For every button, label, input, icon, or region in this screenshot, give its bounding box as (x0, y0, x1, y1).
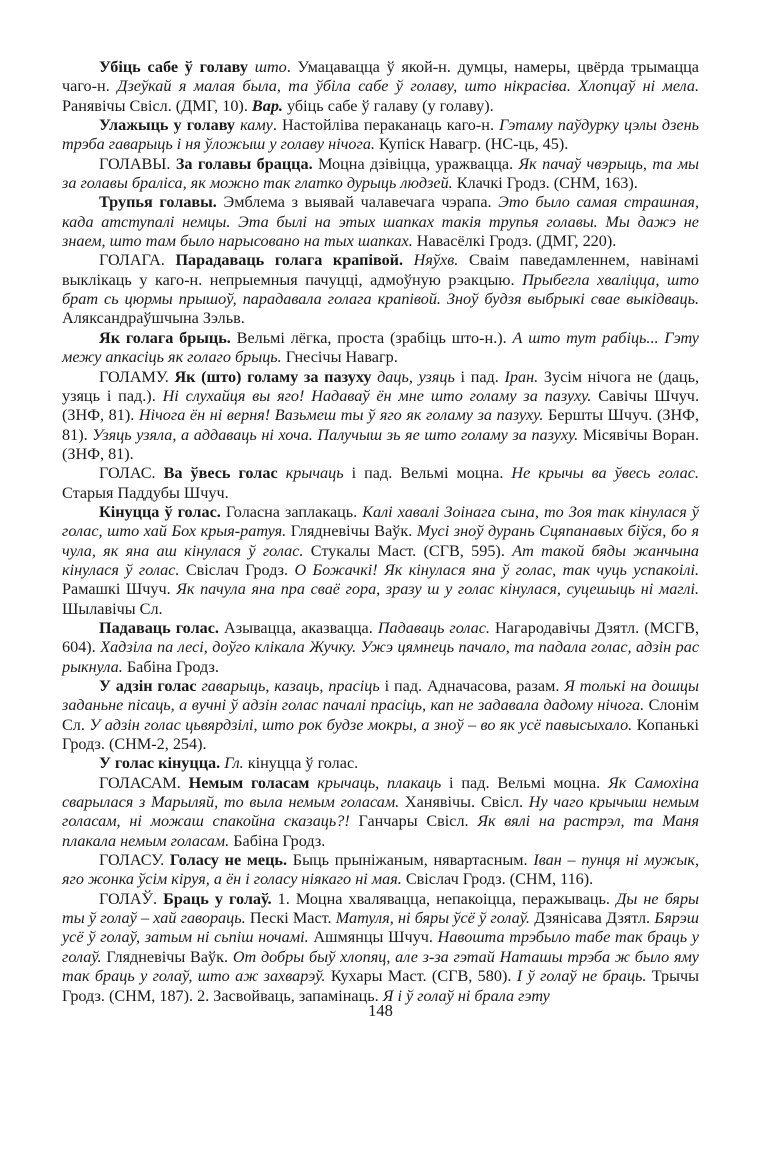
text-run: Ранявічы Свісл. (ДМГ, 10). (62, 96, 252, 115)
text-run: Кухары Маст. (СГВ, 580). (325, 967, 517, 986)
text-run: што (254, 58, 287, 76)
text-run: Як голага брыць. (99, 328, 237, 347)
text-run: Іран. (504, 367, 539, 386)
text-run: Кінуцца ў голас. (99, 502, 226, 521)
text-run: і пад. Адначасова, разам. (379, 677, 565, 695)
text-run: Як вялі на растрэл, та Маня плакала немым голасам. (62, 812, 699, 850)
text-run: ГОЛАВЫ. (99, 154, 176, 173)
text-run: ГОЛАСАМ. (99, 773, 189, 792)
text-run: даць, узяць (377, 367, 455, 386)
text-run: Шылавічы Сл. (62, 599, 163, 618)
text-run: У адзін голас (99, 677, 202, 695)
text-run: Ну чаго крычыш немым голасам, ні можаш спакойна сказаць?! (62, 793, 700, 831)
text-run: крычаць, плакаць (317, 773, 442, 792)
page-body (62, 58, 699, 1006)
text-run: Калі хавалі Зоінага сына, то Зоя так кінулася ў голас, што хай Бох крыя-ратуя. (62, 502, 699, 541)
dictionary-entry-paragraph (62, 677, 699, 754)
text-run: Гл. (224, 754, 244, 773)
text-run: Узяць узяла, а аддаваць ні хоча. Палучыш зь яе што голаму за пазуху. (92, 425, 579, 444)
text-run: Голасна заплакаць. (225, 502, 363, 521)
text-run: Ат такой бяды жанчына кінулася ў голас. (62, 541, 699, 579)
text-run: От добры быў хлопяц, але з-за гэтай Наташы трэба ж было яму так браць у голаў, што аж захварэў. (62, 947, 699, 986)
text-run: Гэтаму паўдурку цэлы дзень трэба гаварыць і ня ўложыш у голаву нічога. (62, 116, 699, 154)
text-run: Гнесічы Навагр. (281, 348, 398, 367)
text-run: Бабіна Гродз. (229, 831, 326, 850)
text-run: Бярэш усё ў голаў, затым ні сьпіш ночамі. (62, 909, 699, 947)
text-run: Місявічы Воран. (ЗНФ, 81). (62, 425, 699, 463)
text-run: убіць сабе ў галаву (у голаву). (282, 96, 494, 115)
dictionary-entry-paragraph (62, 464, 699, 503)
text-run: Навошта трэбыло табе так браць у голаў. (62, 928, 699, 966)
text-run: і пад. Вельмі моцна. (343, 464, 512, 483)
dictionary-entry-paragraph (62, 155, 699, 194)
text-run: Клачкі Гродз. (СНМ, 163). (452, 174, 638, 193)
text-run: Іван – пунця ні мужык, яго жонка ўсім кіруя, а ён і голасу ніякаго ні мая. (62, 851, 700, 889)
text-run: Свіслач Гродз. (СНМ, 116). (401, 870, 594, 889)
text-run: . Умацавацца ў якой-н. думцы, намеры, цвёрда трымацца чаго-н. (62, 58, 699, 96)
dictionary-entry-paragraph (62, 329, 699, 368)
text-run: Я толькі на дошцы заданьне пісаць, а вучні ў адзін голас пачалі прасіць, кап не задавала дадому нічога. (62, 677, 699, 715)
text-run: Ганчары Свісл. (349, 812, 478, 831)
text-run: Голасу не мець. (169, 851, 293, 870)
text-run: Я і ў голаў ні брала гэту (382, 986, 550, 1005)
text-run: каму (240, 116, 273, 135)
text-run: Ні слухайця вы яго! Надаваў ён мне што голаму за пазуху. (162, 386, 592, 405)
text-run: Як пачула яна пра сваё гора, зразу ш у голас кінулася, суцешыць ні маглі. (176, 580, 699, 599)
dictionary-entry-paragraph (62, 193, 699, 251)
text-run: Стукалы Маст. (СГВ, 595). (303, 541, 513, 560)
text-run: гаварыць, казаць, прасіць (201, 677, 380, 695)
text-run: У голас кінуцца. (99, 754, 225, 773)
text-run: Старыя Паддубы Шчуч. (62, 483, 229, 502)
text-run: Вельмі лёгка, проста (зрабіць што-н.). (236, 328, 513, 347)
dictionary-entry-paragraph (62, 851, 699, 890)
dictionary-entry-paragraph (62, 368, 699, 465)
text-run: ГОЛАМУ. (99, 367, 175, 386)
text-run: Парадаваць голага крапівой. (175, 251, 414, 270)
text-run: ГОЛАЎ. (99, 889, 164, 908)
text-run: і пад. (454, 367, 505, 386)
text-run: Глядневічы Ваўк. (286, 522, 417, 541)
text-run: Моцна дзівіцца, уражвацца. (318, 154, 519, 173)
dictionary-entry-paragraph (62, 774, 699, 851)
text-run: Прыбегла хваліцца, што брат сь цюрмы прышоў, парадавала голага крапівой. Зноў будзя выбрыкі свае выкідваць. (62, 270, 699, 309)
text-run: Ва ўвесь голас (163, 464, 286, 483)
text-run: Быць прыніжаным, нявартасным. (292, 851, 534, 870)
text-run: Копанькі Гродз. (СНМ-2, 254). (62, 715, 700, 754)
text-run: Як пачаў чвэрыць, та мы за голавы браліса, як можно так глатко дурыць людзей. (62, 154, 699, 193)
text-run: Пескі Маст. (245, 909, 336, 928)
text-run: О Божачкі! Як кінулася яна ў голас, так чуць успакоілі. (294, 560, 699, 579)
text-run: 1. Моцна хвалявацца, непакоіцца, перажываць. (277, 889, 617, 908)
text-run: Бабіна Гродз. (122, 657, 219, 676)
text-run: Нагародавічы Дзятл. (МСГВ, 604). (62, 618, 699, 657)
text-run: Савічы Шчуч. (ЗНФ, 81). (62, 386, 699, 425)
text-run: І ў голаў не браць. (516, 967, 647, 986)
text-run: Дзянісава Дзятл. (529, 909, 655, 928)
text-run: Бершты Шчуч. (ЗНФ, 81). (62, 406, 699, 444)
dictionary-entry-paragraph (62, 251, 699, 328)
text-run: Трычы Гродз. (СНМ, 187). 2. Засвойваць, запамінаць. (62, 967, 700, 1005)
text-run: Трупья голавы. (99, 193, 224, 212)
text-run: кінуцца ў голас. (243, 754, 359, 773)
text-run: Як (што) голаму за пазуху (174, 367, 378, 386)
text-run: Ашмянцы Шчуч. (308, 928, 438, 947)
text-run: Свіслач Гродз. (179, 560, 295, 579)
text-run: Нічога ён ні верня! Вазьмеш ты ў яго як голаму за пазуху. (138, 406, 544, 425)
text-run: Навасёлкі Гродз. (ДМГ, 220). (412, 232, 617, 251)
text-run: Дзеўкай я малая была, та ўбіла сабе ў голаву, што нікрасіва. Хлопцаў ні мела. (117, 77, 699, 96)
text-run: Як Самохіна сварылася з Марыляй, то выла немым голасам. (62, 773, 700, 812)
text-run: У адзін голас цьвярдзілі, што рок будзе мокры, а зноў – во як усё павысыхало. (89, 715, 633, 734)
text-run: Падаваць голас. (99, 618, 225, 637)
dictionary-entry-paragraph (62, 116, 699, 155)
text-run: Улажыць у голаву (99, 116, 241, 135)
text-run: Мусі зноў дурань Сцяпанавых біўся, бо я чула, як яна аш кінулася ў голас. (62, 522, 699, 560)
text-run: Браць у голаў. (163, 889, 278, 908)
text-run: Купіск Навагр. (НС-ць, 45). (374, 135, 569, 154)
dictionary-entry-paragraph (62, 754, 699, 773)
text-run: Хадзіла па лесі, доўго клікала Жучку. Ужэ цямнець пачало, та падала голас, адзін рас рыкнула. (62, 638, 700, 676)
text-run: Убіць сабе ў голаву (99, 58, 255, 76)
dictionary-entry-paragraph (62, 58, 699, 116)
text-run: Эмблема з выявай чалавечага чэрапа. (223, 193, 499, 212)
text-run: і пад. Вельмі моцна. (441, 773, 609, 792)
text-run: ГОЛАГА. (99, 251, 176, 270)
page-number: 148 (368, 1001, 393, 1020)
text-run: Немым голасам (188, 773, 318, 792)
text-run: А што тут рабіць... Гэту межу апкасіць як голаго брыць. (62, 328, 699, 367)
text-run: Азывацца, аказвацца. (224, 618, 378, 637)
text-run: Слонім Сл. (62, 696, 700, 734)
text-run: Глядневічы Ваўк. (101, 947, 233, 966)
dictionary-entry-paragraph (62, 503, 699, 619)
dictionary-entry-paragraph (62, 890, 699, 1006)
text-run: За голавы брацца. (175, 154, 319, 173)
text-run: Матуля, ні бяры ўсё ў голаў. (335, 909, 530, 928)
text-run: ГОЛАСУ. (99, 851, 170, 870)
text-run: ГОЛАС. (99, 464, 164, 483)
text-run: Падаваць голас. (377, 618, 490, 637)
text-run: Ды не бяры ты ў голаў – хай гавораць. (62, 889, 700, 928)
dictionary-entry-paragraph (62, 619, 699, 677)
text-run: Не крычы ва ўвесь голас. (511, 464, 700, 483)
text-run: Сваім паведамленнем, навінамі выклікаць у каго-н. непрыемныя пачуцці, адмоўную рэакцыю. (62, 251, 699, 289)
text-run: Аляксандраўшчына Зэльв. (62, 309, 245, 328)
text-run: Няўхв. (413, 251, 459, 270)
text-run: . Настойліва пераканаць каго-н. (272, 116, 500, 135)
text-run: Ханявічы. Свісл. (399, 793, 529, 812)
text-run: Вар. (251, 96, 283, 115)
text-run: крычаць (285, 464, 344, 483)
text-run: Это было самая страшная, када атступалі немцы. Эта былі на этых шапках такія трупья голавы. Мы дажэ не знаем, што там было нарысовано на тых шапках. (62, 193, 699, 251)
text-run: Рамашкі Шчуч. (62, 580, 177, 599)
text-run: Зусім нічога не (даць, узяць і пад.). (62, 367, 699, 405)
